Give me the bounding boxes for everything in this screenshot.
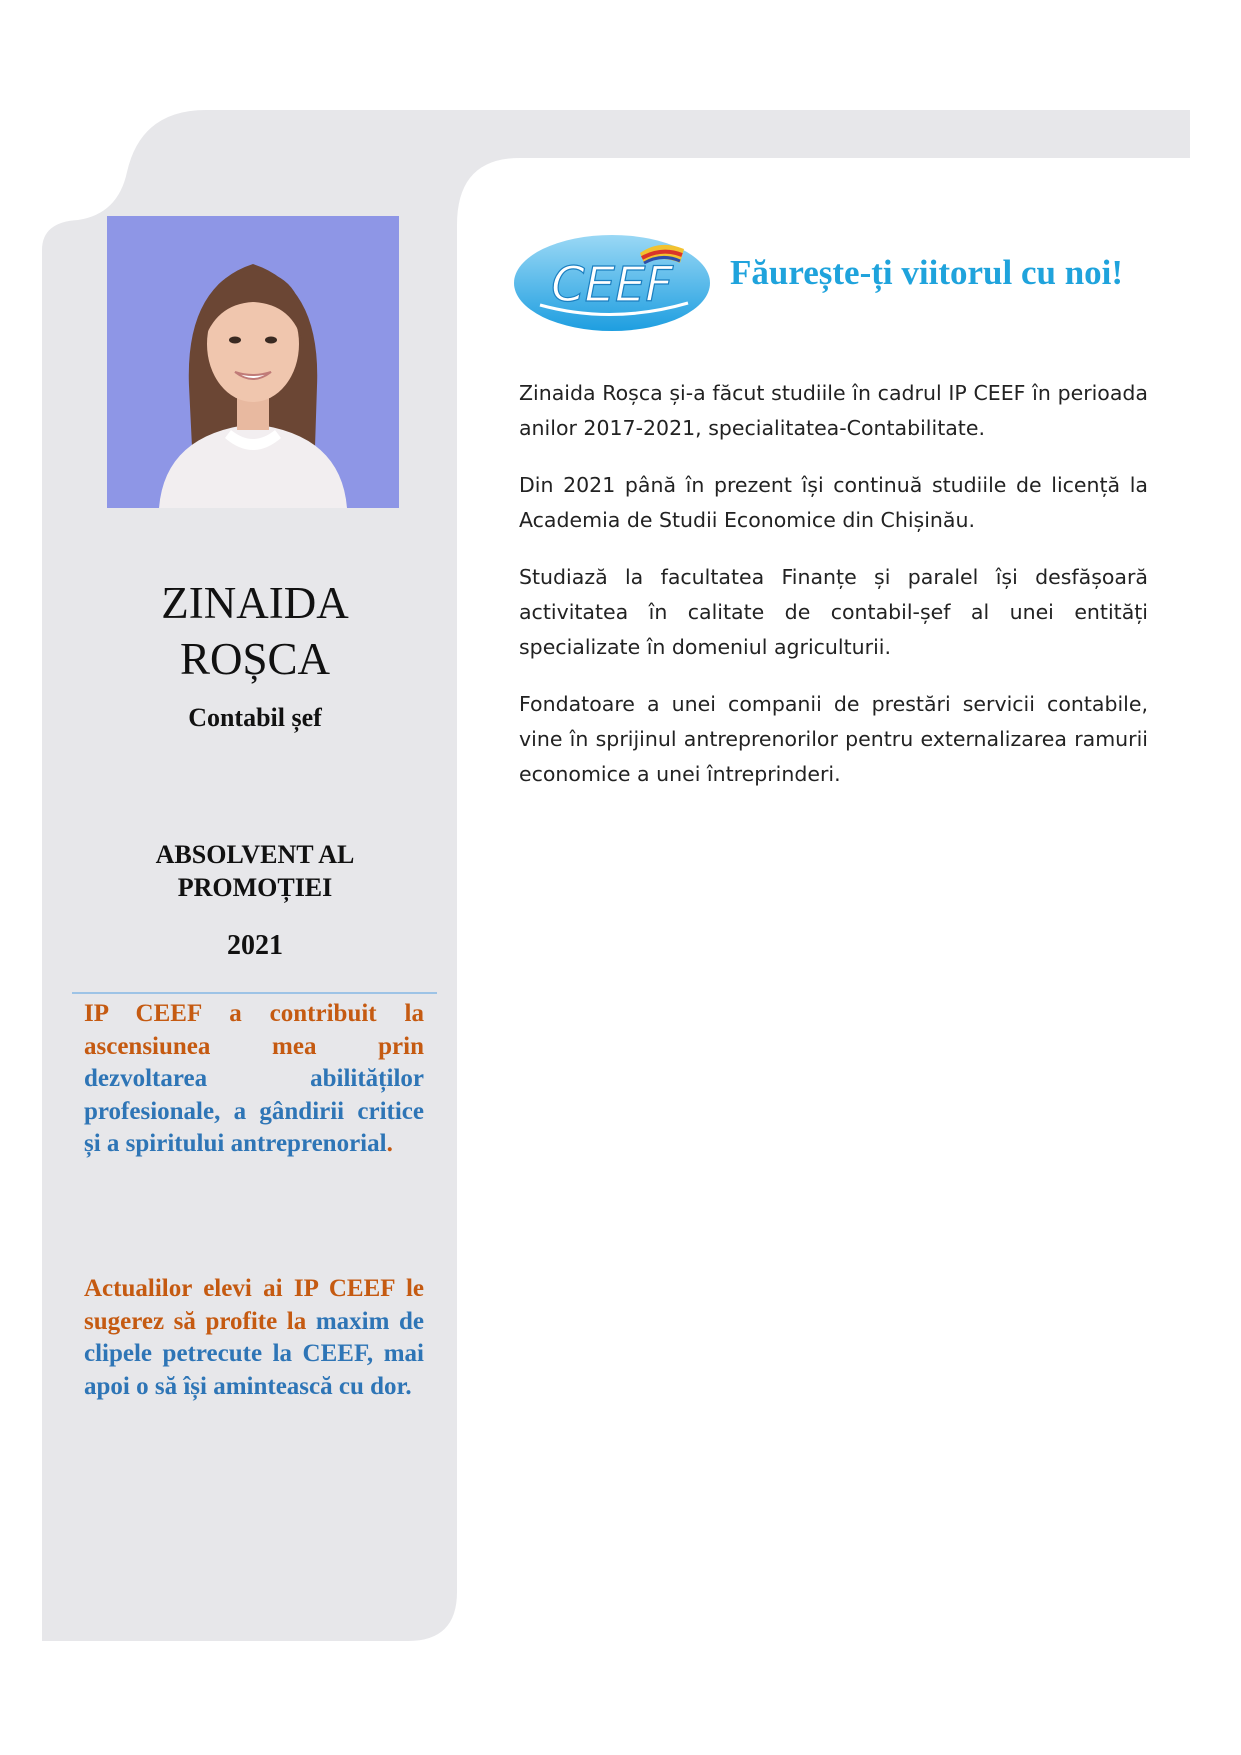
advice-quote [84, 1273, 424, 1403]
bio-paragraph: Zinaida Roșca și-a făcut studiile în cadrul IP CEEF în perioada anilor 2017-2021, specialitatea-Contabilitate. [519, 381, 1148, 440]
bio-paragraph: Fondatoare a unei companii de prestări servicii contabile, vine în sprijinul antreprenorilor pentru externalizarea ramurii economice a unei întreprinderi. [519, 692, 1148, 786]
promo-line-1: ABSOLVENT AL [155, 840, 355, 869]
quote1-orange-text: IP CEEF a contribuit la ascensiunea mea prin [84, 1000, 424, 1060]
biography [519, 376, 1148, 814]
ceef-logo-icon [512, 233, 712, 333]
quote2-orange-text: Actualilor elevi ai IP CEEF le sugerez să profite la [84, 1275, 424, 1335]
quote1-blue-text: dezvoltarea abilităților profesionale, a gândirii critice și a spiritului antreprenorial [84, 1065, 424, 1157]
name-last: ROȘCA [179, 634, 331, 684]
promo-line-2: PROMOȚIEI [177, 873, 333, 902]
graduation-year: 2021 [227, 930, 283, 961]
testimonial-quote [84, 998, 424, 1161]
quote1-tail: . [386, 1130, 393, 1157]
profile-photo [107, 216, 399, 508]
slogan: Făurește-ți viitorul cu noi! [730, 253, 1124, 292]
quote2-blue-text: maxim de clipele petrecute la CEEF, mai apoi o să își amintească cu dor. [84, 1307, 424, 1400]
graduate-label [70, 838, 440, 904]
name-first: ZINAIDA [161, 578, 349, 628]
bio-paragraph: Din 2021 până în prezent își continuă studiile de licență la Academia de Studii Economice din Chișinău. [519, 473, 1148, 532]
job-title: Contabil șef [188, 703, 322, 732]
bio-paragraph: Studiază la facultatea Finanțe și paralel își desfășoară activitatea în calitate de contabil-șef al unei entități specializate în domeniul agriculturii. [519, 565, 1148, 659]
divider [72, 992, 437, 994]
graduate-name [70, 575, 440, 687]
logo-text: CEEF [551, 257, 673, 313]
